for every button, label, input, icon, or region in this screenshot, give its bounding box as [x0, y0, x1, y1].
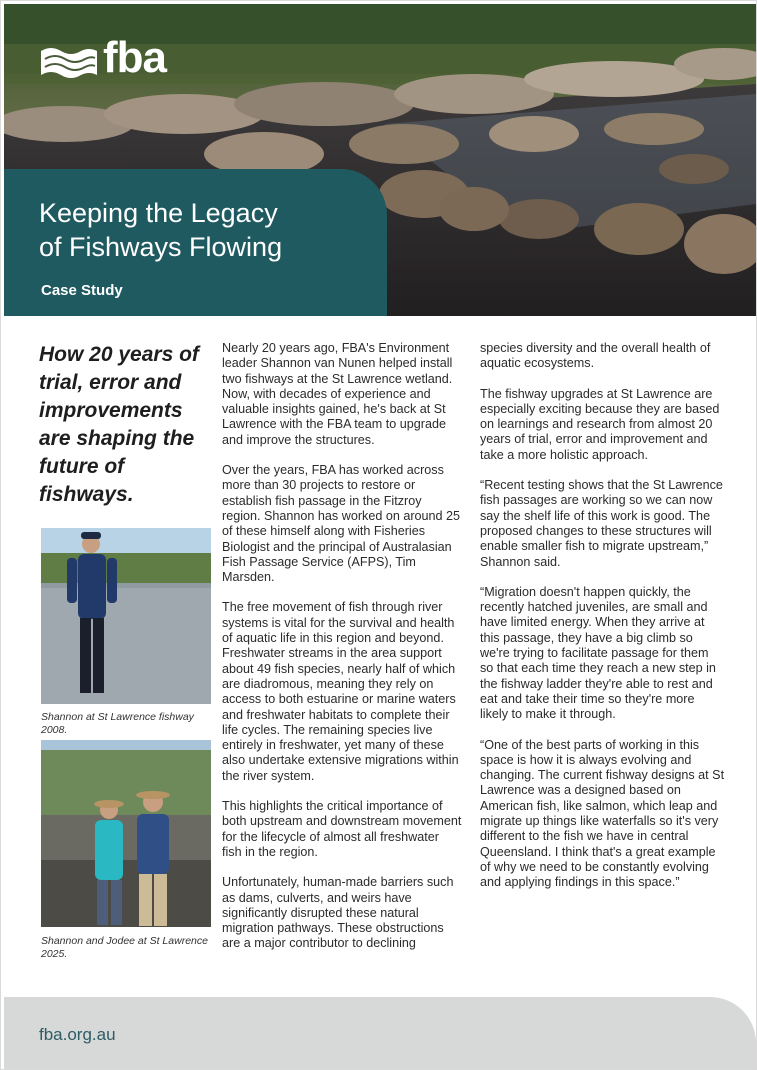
lead-quote: How 20 years of trial, error and improvements are shaping the future of fishways. [39, 343, 199, 506]
article-column-2 [222, 341, 462, 967]
paragraph: The fishway upgrades at St Lawrence are especially exciting because they are based on learnings and research from almost 20 years of trial, error and improvement and take a more holistic approach. [480, 386, 720, 462]
paragraph: “Recent testing shows that the St Lawrence fish passages are working so we can now say the shelf life of this work is good. The proposed changes to these structures will enable smaller fish to migrate upstream,” Shannon said. [480, 478, 723, 569]
paragraph: Unfortunately, human-made barriers such as dams, culverts, and weirs have significantly disrupted these natural migration pathways. These obstructions are a major contributor to declining [222, 875, 454, 951]
shannon-jodee-2025-photo [41, 740, 211, 927]
paragraph: Over the years, FBA has worked across more than 30 projects to restore or establish fish passage in the Fitzroy region. Shannon has worked on around 25 of these himself along with Fisheries Biologist and the principal of Australasian Fish Passage Service (AFPS), Tim Marsden. [222, 463, 461, 585]
paragraph: The free movement of fish through river systems is vital for the survival and health of aquatic life in this region and beyond. Freshwater streams in the area support about 49 fish species, nearly half of which are diadromous, meaning they rely on access to both estuarine or marine waters and freshwater habitats to complete their life cycles. The remaining species live entirely in freshwater, yet many of these also undertake extensive migrations within the river system. [222, 600, 459, 783]
article-column-3 [480, 341, 725, 906]
paragraph: Nearly 20 years ago, FBA's Environment leader Shannon van Nunen helped install two fishways at the St Lawrence wetland. Now, with decades of experience and valuable insights gained, he's back at St Lawrence with the FBA team to upgrade and improve the structures. [222, 341, 453, 447]
page-subtitle: Case Study [41, 282, 123, 299]
paragraph: “One of the best parts of working in this space is how it is always evolving and changing. The current fishway designs at St Lawrence was a designed based on American fish, like salmon, which leap and migrate up things like waterfalls so it's very different to the fish we have in central Queensland. I think that's a great example of why we need to be constantly evolving and applying findings in this space.” [480, 737, 725, 890]
paragraph: This highlights the critical importance of both upstream and downstream movement for the lifecycle of almost all freshwater fish in the region. [222, 799, 462, 859]
title-line-2: of Fishways Flowing [39, 232, 283, 262]
photo-caption-1: Shannon at St Lawrence fishway 2008. [41, 711, 194, 736]
footer-band [4, 997, 756, 1070]
page-title [39, 196, 359, 264]
paragraph: “Migration doesn't happen quickly, the recently hatched juveniles, are small and have limited energy. When they arrive at this passage, they have a big climb so we're trying to facilitate passage for them so that each time they reach a new step in the fishway ladder they're able to rest and eat and take their time so they're more likely to make it through. [480, 584, 716, 722]
brand-wordmark: fba [103, 33, 166, 82]
paragraph: species diversity and the overall health of aquatic ecosystems. [480, 341, 711, 371]
footer-website-link[interactable]: fba.org.au [39, 1025, 116, 1044]
photo-caption-2: Shannon and Jodee at St Lawrence 2025. [41, 935, 208, 960]
shannon-2008-photo [41, 528, 211, 704]
title-line-1: Keeping the Legacy [39, 198, 278, 228]
